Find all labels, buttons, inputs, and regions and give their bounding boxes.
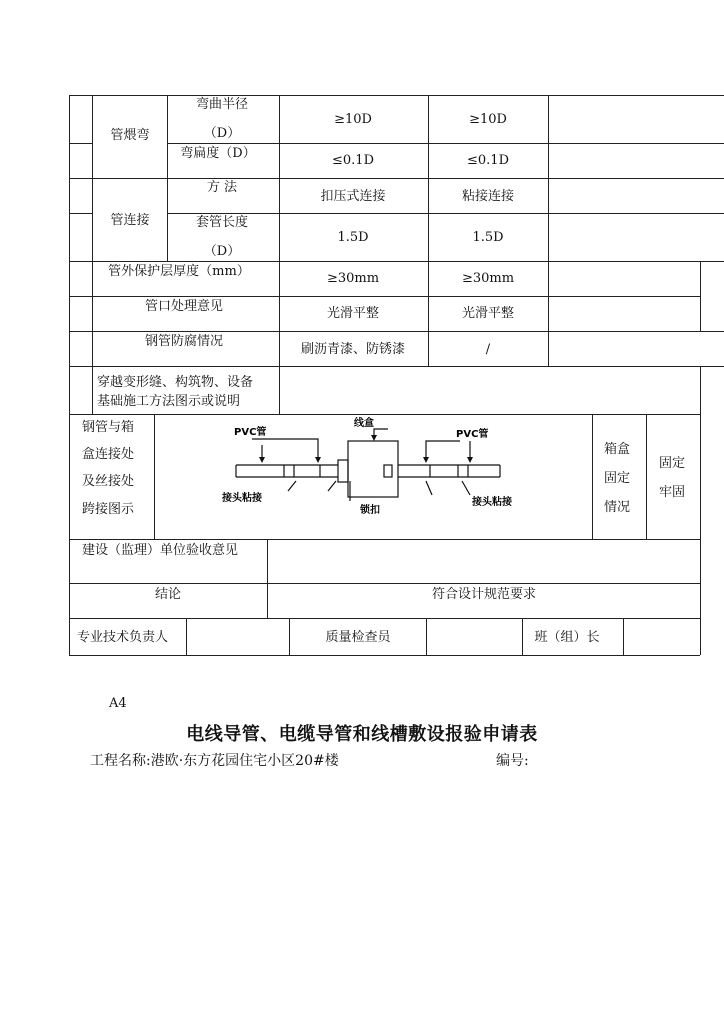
connect-method-value-2: 粘接连接	[461, 189, 515, 204]
cover-value-1: ≥30mm	[326, 271, 380, 286]
bend-flat-value-2: ≤0.1D	[467, 153, 509, 168]
fix-label-line-3: 情况	[604, 500, 631, 515]
bend-radius-label-1: 弯曲半径	[195, 97, 249, 112]
box-label-line-2: 盒连接处	[82, 447, 135, 462]
anticorrosion-value-1: 刷沥青漆、防锈漆	[300, 342, 406, 357]
fix-label-line-2: 固定	[604, 471, 631, 486]
quality-inspector-label: 质量检查员	[325, 630, 391, 645]
connect-method-value-1: 扣压式连接	[320, 189, 386, 204]
form-number-label: 编号:	[496, 753, 529, 769]
crossing-label-line-2: 基础施工方法图示或说明	[97, 394, 241, 409]
diagram-pvc-left-label: PVC管	[234, 427, 267, 438]
diagram-lock-label: 锁扣	[360, 505, 380, 516]
connect-method-label: 方 法	[206, 180, 238, 195]
form-title: 电线导管、电缆导管和线槽敷设报验申请表	[186, 724, 538, 745]
diagram-pvc-right-label: PVC管	[456, 429, 489, 440]
mouth-value-2: 光滑平整	[461, 306, 515, 321]
diagram-box-label: 线盒	[354, 418, 374, 429]
bend-radius-value-2: ≥10D	[469, 112, 507, 127]
form-code: A4	[109, 696, 127, 711]
bend-radius-value-1: ≥10D	[334, 112, 372, 127]
diagram-joint-left-label: 接头粘接	[222, 493, 262, 504]
connect-sleeve-label-1: 套管长度	[195, 215, 249, 230]
cover-label: 管外保护层厚度（mm）	[108, 264, 250, 279]
fix-value-line-1: 固定	[659, 456, 686, 471]
bend-label: 管煨弯	[110, 128, 150, 143]
crossing-label-line-1: 穿越变形缝、构筑物、设备	[97, 375, 254, 390]
box-label-line-4: 跨接图示	[82, 502, 135, 517]
box-connection-diagram	[200, 415, 520, 525]
conclusion-label: 结论	[154, 587, 182, 602]
project-name: 工程名称:港欧·东方花园住宅小区20#楼	[90, 753, 339, 769]
fix-value-line-2: 牢固	[659, 485, 686, 500]
mouth-label: 管口处理意见	[144, 299, 224, 314]
bend-flat-label: 弯扁度（D）	[180, 146, 256, 161]
mouth-value-1: 光滑平整	[326, 306, 380, 321]
connect-label: 管连接	[110, 213, 150, 228]
connect-sleeve-value-2: 1.5D	[472, 230, 504, 245]
anticorrosion-label: 钢管防腐情况	[144, 334, 224, 349]
anticorrosion-value-2: /	[485, 342, 491, 357]
bend-radius-label-2: （D）	[203, 126, 241, 141]
diagram-joint-right-label: 接头粘接	[472, 497, 512, 508]
box-label-line-3: 及丝接处	[82, 474, 135, 489]
acceptance-label: 建设（监理）单位验收意见	[82, 543, 239, 558]
cover-value-2: ≥30mm	[461, 271, 515, 286]
box-label-line-1: 钢管与箱	[82, 420, 135, 435]
team-leader-label: 班（组）长	[534, 630, 600, 645]
bend-flat-value-1: ≤0.1D	[332, 153, 374, 168]
fix-label-line-1: 箱盒	[604, 442, 631, 457]
connect-sleeve-label-2: （D）	[203, 244, 241, 259]
tech-lead-label: 专业技术负责人	[77, 630, 169, 645]
conclusion-value: 符合设计规范要求	[431, 587, 537, 602]
connect-sleeve-value-1: 1.5D	[337, 230, 369, 245]
